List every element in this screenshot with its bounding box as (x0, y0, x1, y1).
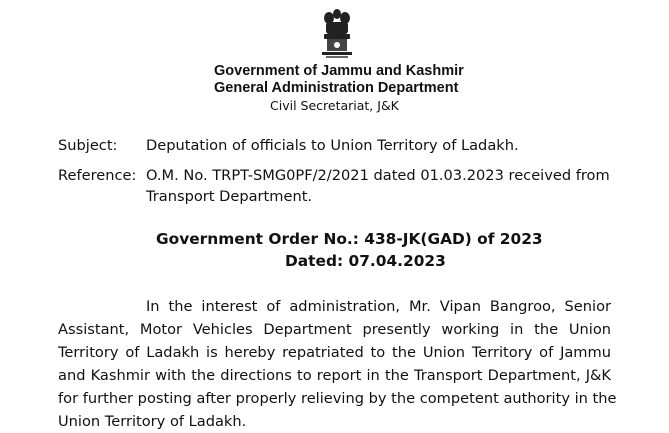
body-line: and Kashmir with the directions to report in the Transport Department, J&K (58, 367, 611, 384)
body-line: Assistant, Motor Vehicles Department presently working in the Union (58, 321, 611, 338)
reference-label: Reference: (58, 167, 137, 184)
national-emblem-icon (318, 8, 356, 60)
reference-text-line2: Transport Department. (146, 188, 313, 205)
header-department: General Administration Department (214, 80, 459, 96)
header-location: Civil Secretariat, J&K (270, 98, 399, 113)
body-line: Union Territory of Ladakh. (58, 413, 247, 430)
subject-label: Subject: (58, 137, 118, 154)
order-date: Dated: 07.04.2023 (285, 252, 446, 270)
body-line: In the interest of administration, Mr. Vipan Bangroo, Senior (146, 298, 611, 315)
subject-text: Deputation of officials to Union Territory of Ladakh. (146, 137, 519, 154)
order-title: Government Order No.: 438-JK(GAD) of 2023 (156, 230, 543, 248)
reference-text-line1: O.M. No. TRPT-SMG0PF/2/2021 dated 01.03.2023 received from (146, 167, 610, 184)
body-line: Territory of Ladakh is hereby repatriated to the Union Territory of Jammu (58, 344, 611, 361)
header-government: Government of Jammu and Kashmir (214, 63, 464, 79)
body-line: for further posting after properly relieving by the competent authority in the (58, 390, 617, 407)
